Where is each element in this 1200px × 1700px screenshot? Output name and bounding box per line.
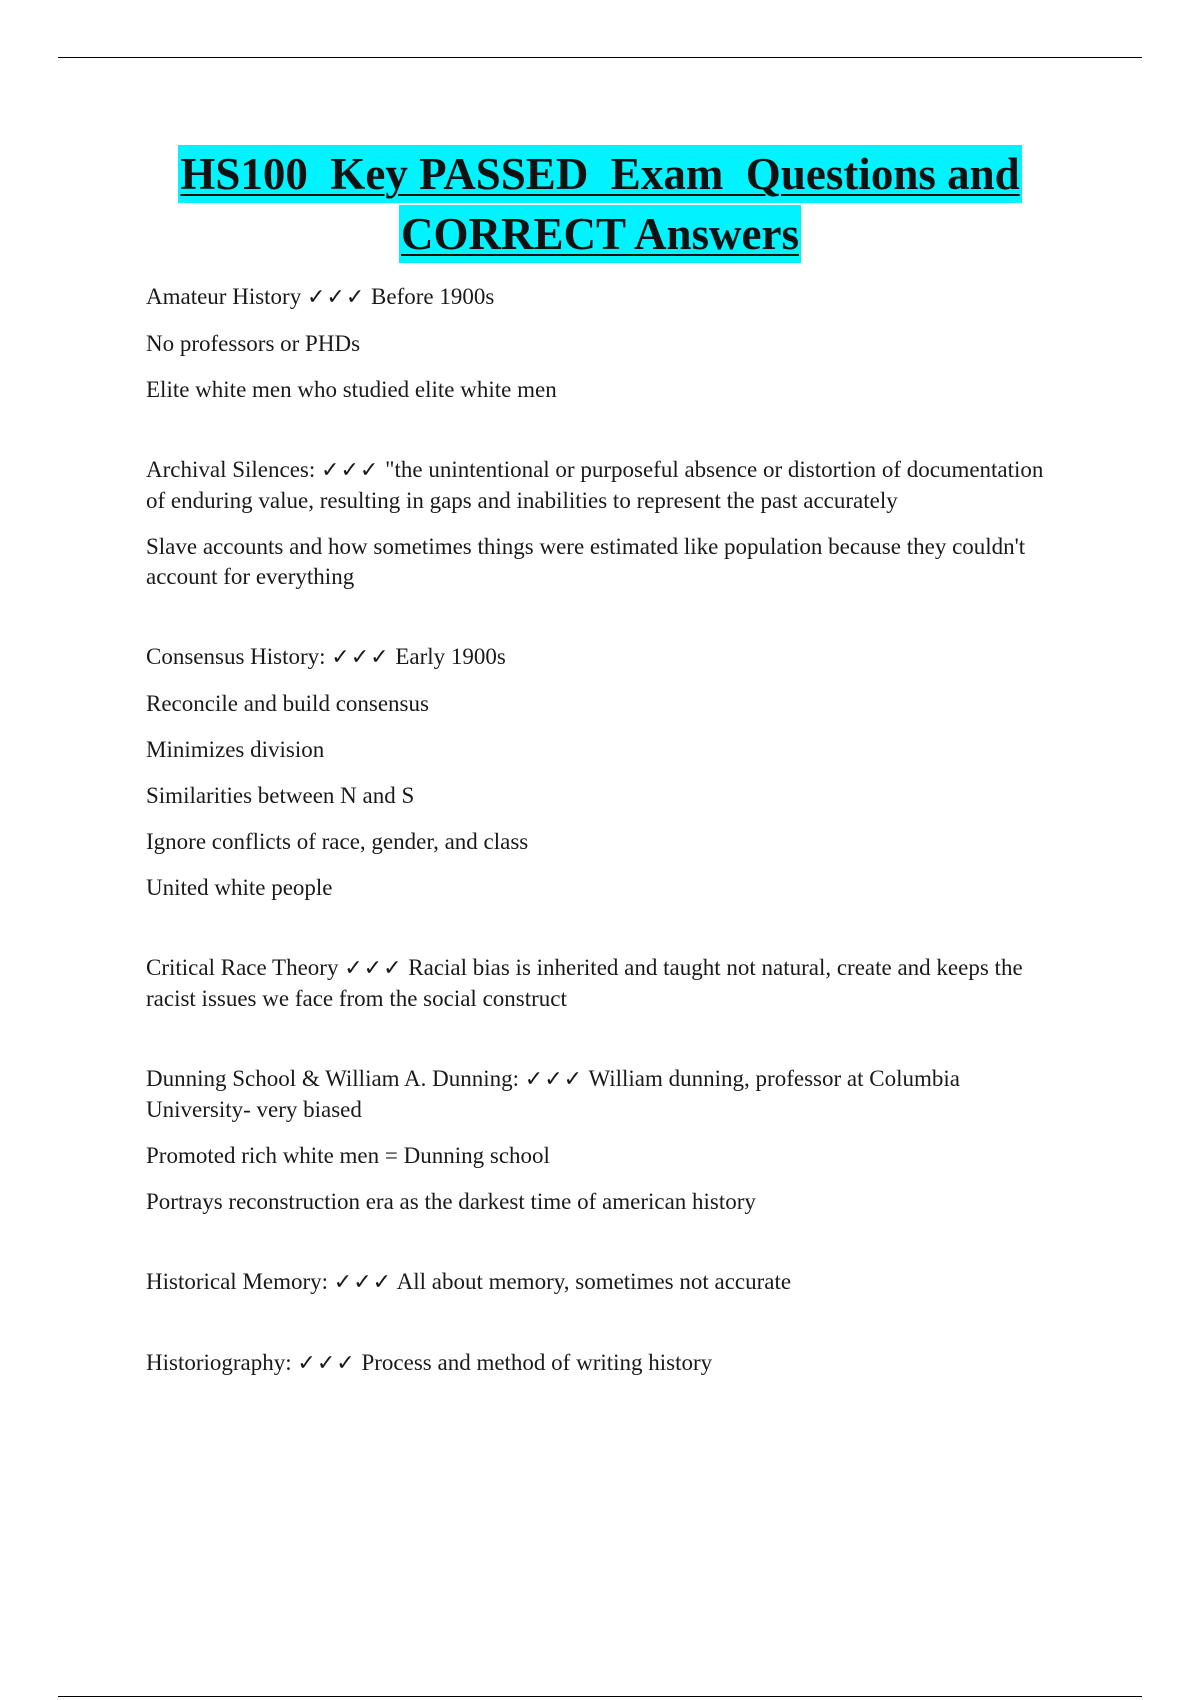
top-rule [58,57,1142,58]
entry-question-line [146,282,1046,313]
entry-detail: Similarities between N and S [146,783,415,808]
entry-term: Critical Race Theory [146,955,339,980]
entry-answer: Racial bias is inherited and taught not natural, create and keeps the racist issues we face from the social construct [146,955,1023,1011]
entry-dunning-school [146,1064,1046,1217]
qa-list [146,282,1046,1429]
entry-question-line [146,1267,1046,1298]
entry-historical-memory [146,1267,1046,1298]
checkmarks-icon: ✓✓✓ [297,1351,356,1376]
title-line-2: CORRECT Answers [399,205,801,263]
entry-answer: "the unintentional or purposeful absence or distortion of documentation of enduring value, resulting in gaps and inabilities to represent the past accurately [146,457,1044,513]
checkmarks-icon: ✓✓✓ [321,458,380,483]
entry-detail: Portrays reconstruction era as the darkest time of american history [146,1189,756,1214]
checkmarks-icon: ✓✓✓ [306,285,366,310]
entry-question-line [146,642,1046,673]
entry-historiography [146,1348,1046,1379]
entry-detail: United white people [146,875,333,900]
entry-critical-race-theory [146,953,1046,1014]
entry-detail: Ignore conflicts of race, gender, and class [146,829,529,854]
entry-answer: Before 1900s [371,284,495,309]
entry-question-line [146,1348,1046,1379]
entry-term: Historical Memory: [146,1269,329,1294]
entry-archival-silences [146,455,1046,592]
entry-question-line [146,1064,1046,1125]
entry-answer: All about memory, sometimes not accurate [396,1269,792,1294]
checkmarks-icon: ✓✓✓ [333,1270,393,1295]
entry-question-line [146,953,1046,1014]
checkmarks-icon: ✓✓✓ [331,645,390,670]
entry-amateur-history [146,282,1046,405]
entry-answer: William dunning, professor at Columbia University- very biased [146,1066,960,1122]
entry-answer: Early 1900s [395,644,506,669]
entry-question-line [146,455,1046,516]
entry-consensus-history [146,642,1046,903]
title-line-1: HS100 Key PASSED Exam Questions and [178,145,1021,203]
entry-detail: Minimizes division [146,737,325,762]
entry-detail: Promoted rich white men = Dunning school [146,1143,550,1168]
entry-answer: Process and method of writing history [361,1350,713,1375]
entry-term: Archival Silences: [146,457,316,482]
checkmarks-icon: ✓✓✓ [344,956,403,981]
entry-term: Historiography: [146,1350,292,1375]
entry-detail: Reconcile and build consensus [146,691,429,716]
entry-term: Dunning School & William A. Dunning: [146,1066,520,1091]
document-title [0,145,1200,263]
entry-term: Consensus History: [146,644,326,669]
bottom-rule [58,1696,1142,1697]
entry-term: Amateur History [146,284,302,309]
entry-detail: No professors or PHDs [146,331,361,356]
entry-detail: Slave accounts and how sometimes things were estimated like population because they couldn't account for everything [146,534,1026,589]
entry-detail: Elite white men who studied elite white men [146,377,557,402]
checkmarks-icon: ✓✓✓ [524,1067,584,1092]
